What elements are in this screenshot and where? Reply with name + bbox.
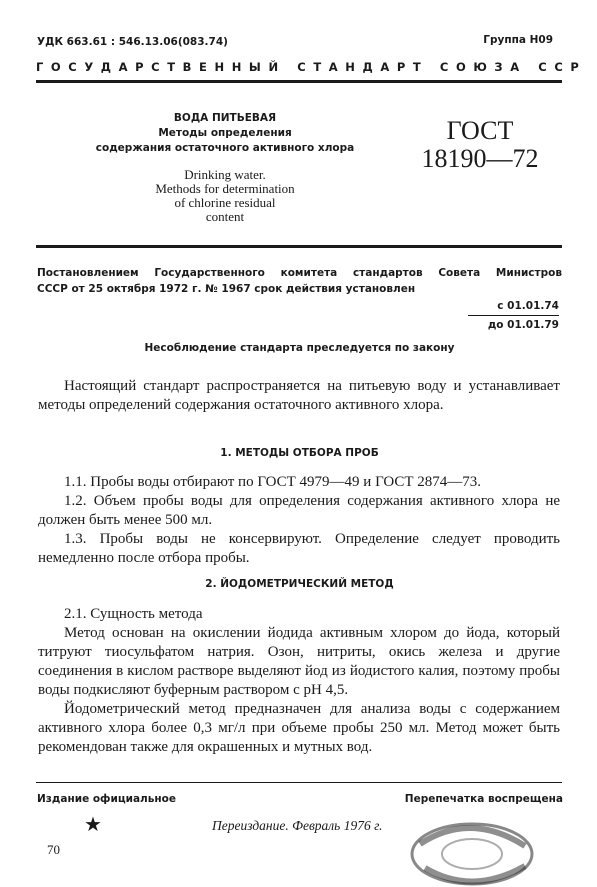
section1-p2: 1.2. Объем пробы воды для определения содержания активного хлора не должен быть менее 500 мл. xyxy=(38,493,560,528)
title-ru-line1: ВОДА ПИТЬЕВАЯ xyxy=(173,112,277,124)
section1-body xyxy=(38,473,560,568)
law-notice: Несоблюдение стандарта преследуется по закону xyxy=(144,342,455,354)
section2-heading: 2. ЙОДОМЕТРИЧЕСКИЙ МЕТОД xyxy=(205,578,394,590)
intro-paragraph xyxy=(38,377,560,415)
validity-dates xyxy=(468,297,559,334)
date-to: до 01.01.79 xyxy=(468,315,559,334)
decree-line2: СССР от 25 октября 1972 г. № 1967 срок действия установлен xyxy=(37,283,416,295)
library-stamp-icon xyxy=(400,806,540,886)
title-en-line4: content xyxy=(205,209,245,224)
page-number: 70 xyxy=(47,842,60,857)
reprint-note: Перепечатка воспрещена xyxy=(404,793,563,805)
gost-number xyxy=(400,117,560,173)
title-rule xyxy=(36,245,562,248)
footer-rule xyxy=(36,782,562,783)
title-en-line2: Methods for determination xyxy=(155,181,295,196)
title-ru-line3: содержания остаточного активного хлора xyxy=(95,142,355,154)
group-code: Группа Н09 xyxy=(483,34,553,46)
udk-code: УДК 663.61 : 546.13.06(083.74) xyxy=(37,36,228,48)
section2-p1: Метод основан на окислении йодида активным хлором до йода, который титруют тиосульфатом натрия. Озон, нитриты, окись железа и другие соединения в кислом растворе выделяют йод из йодистого калия, поэтому пробы воды подкисляют буферным раствором с рН 4,5. xyxy=(38,625,560,698)
section1-p1: 1.1. Пробы воды отбирают по ГОСТ 4979—49 и ГОСТ 2874—73. xyxy=(64,474,482,490)
decree-line1: Постановлением Государственного комитета стандартов Совета Министров xyxy=(37,267,562,279)
title-ru-line2: Методы определения xyxy=(158,127,292,139)
intro-text: Настоящий стандарт распространяется на питьевую воду и устанавливает методы определений содержания остаточного активного хлора. xyxy=(38,378,560,413)
header-rule xyxy=(36,80,562,83)
reissue-note: Переиздание. Февраль 1976 г. xyxy=(212,818,383,833)
section1-heading: 1. МЕТОДЫ ОТБОРА ПРОБ xyxy=(220,447,379,459)
title-english xyxy=(70,168,380,224)
date-from: с 01.01.74 xyxy=(497,300,559,312)
edition-note: Издание официальное xyxy=(37,793,176,805)
gost-label: ГОСТ xyxy=(446,116,514,145)
star-icon: ★ xyxy=(84,814,102,836)
section1-p3: 1.3. Пробы воды не консервируют. Определение следует проводить немедленно после отбора пробы. xyxy=(38,531,560,566)
title-russian xyxy=(70,111,380,156)
section2-body xyxy=(38,605,560,757)
section2-p2: Йодометрический метод предназначен для анализа воды с содержанием активного хлора более 0,3 мг/л при объеме пробы 250 мл. Метод может быть рекомендован также для окрашенных и мутных вод. xyxy=(38,701,560,755)
title-en-line3: of chlorine residual xyxy=(174,195,276,210)
gost-code: 18190—72 xyxy=(421,144,539,173)
decree-text xyxy=(37,265,562,297)
state-standard-banner: ГОСУДАРСТВЕННЫЙ СТАНДАРТ СОЮЗА ССР xyxy=(36,60,587,74)
title-en-line1: Drinking water. xyxy=(184,167,266,182)
section2-subheading: 2.1. Сущность метода xyxy=(64,606,203,622)
